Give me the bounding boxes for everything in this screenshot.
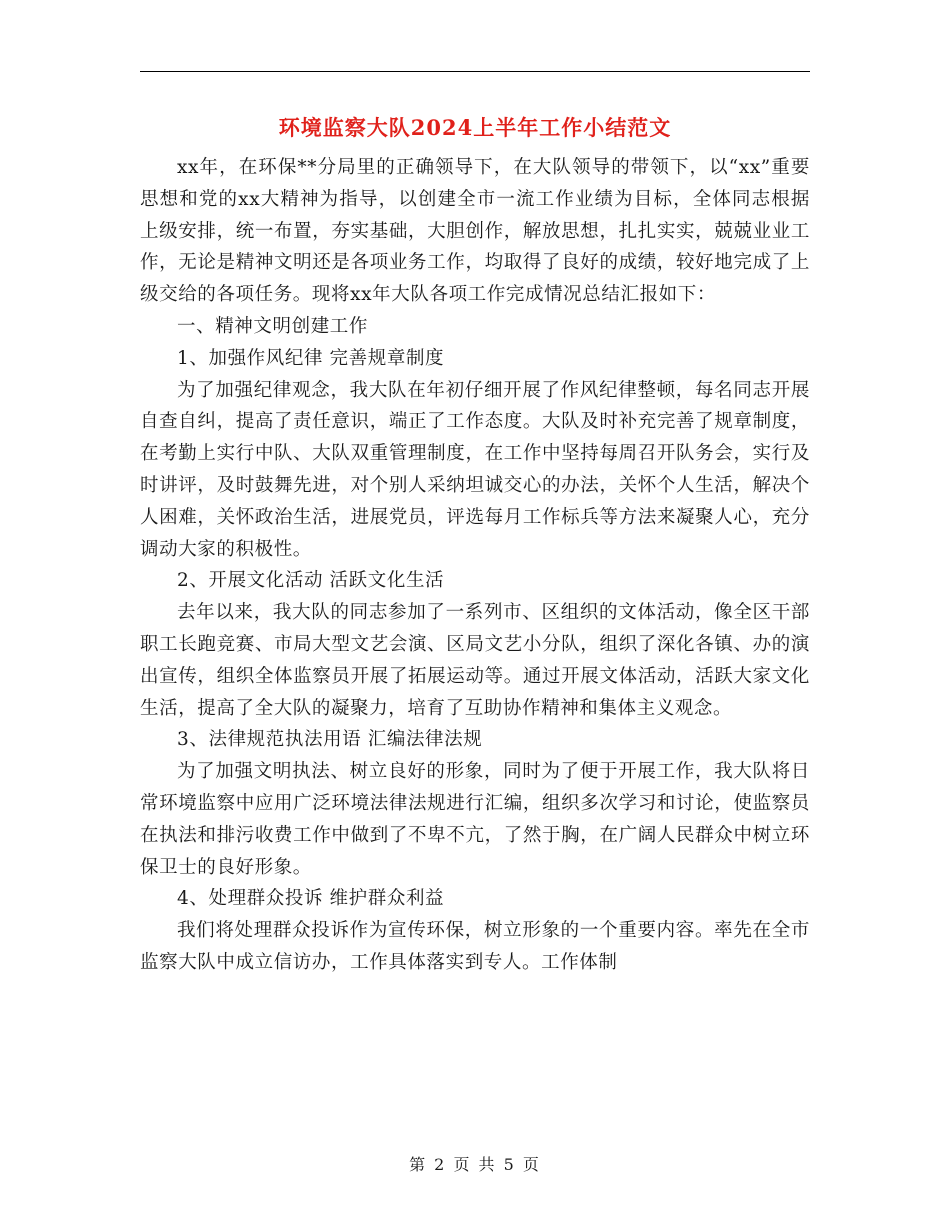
subsection-heading-3: 3、法律规范执法用语 汇编法律法规 [177, 729, 483, 751]
subsection-heading-4: 4、处理群众投诉 维护群众利益 [177, 888, 445, 910]
subsection-heading-2: 2、开展文化活动 活跃文化生活 [177, 570, 445, 592]
section-heading-1: 一、精神文明创建工作 [177, 315, 369, 337]
subsection-heading-1: 1、加强作风纪律 完善规章制度 [177, 347, 445, 369]
subsection-body-1: 为了加强纪律观念，我大队在年初仔细开展了作风纪律整顿，每名同志开展自查自纠，提高了责任意识，端正了工作态度。大队及时补充完善了规章制度，在考勤上实行中队、大队双重管理制度，在工作中坚持每周召开队务会，实行及时讲评，及时鼓舞先进，对个别人采纳坦诚交心的办法，关怀个人生活，解决个人困难，关怀政治生活，进展党员，评选每月工作标兵等方法来凝聚人心，充分调动大家的积极性。 [140, 379, 810, 560]
document-body [140, 108, 810, 979]
subsection-body-3: 为了加强文明执法、树立良好的形象，同时为了便于开展工作，我大队将日常环境监察中应用广泛环境法律法规进行汇编，组织多次学习和讨论，使监察员在执法和排污收费工作中做到了不卑不亢，了然于胸，在广阔人民群众中树立环保卫士的良好形象。 [140, 761, 810, 878]
subsection-body-2: 去年以来，我大队的同志参加了一系列市、区组织的文体活动，像全区干部职工长跑竞赛、市局大型文艺会演、区局文艺小分队，组织了深化各镇、办的演出宣传，组织全体监察员开展了拓展运动等。通过开展文体活动，活跃大家文化生活，提高了全大队的凝聚力，培育了互助协作精神和集体主义观念。 [140, 602, 810, 719]
header-rule [140, 71, 810, 72]
subsection-body-4: 我们将处理群众投诉作为宣传环保，树立形象的一个重要内容。率先在全市监察大队中成立信访办，工作具体落实到专人。工作体制 [140, 920, 810, 973]
intro-paragraph: xx年，在环保**分局里的正确领导下，在大队领导的带领下，以“xx”重要思想和党的xx大精神为指导，以创建全市一流工作业绩为目标，全体同志根据上级安排，统一布置，夯实基础，大胆创作，解放思想，扎扎实实，兢兢业业工作，无论是精神文明还是各项业务工作，均取得了良好的成绩，较好地完成了上级交给的各项任务。现将xx年大队各项工作完成情况总结汇报如下： [140, 157, 810, 306]
document-title: 环境监察大队2024上半年工作小结范文 [278, 115, 672, 140]
page-number-footer: 第 2 页 共 5 页 [409, 1155, 541, 1174]
